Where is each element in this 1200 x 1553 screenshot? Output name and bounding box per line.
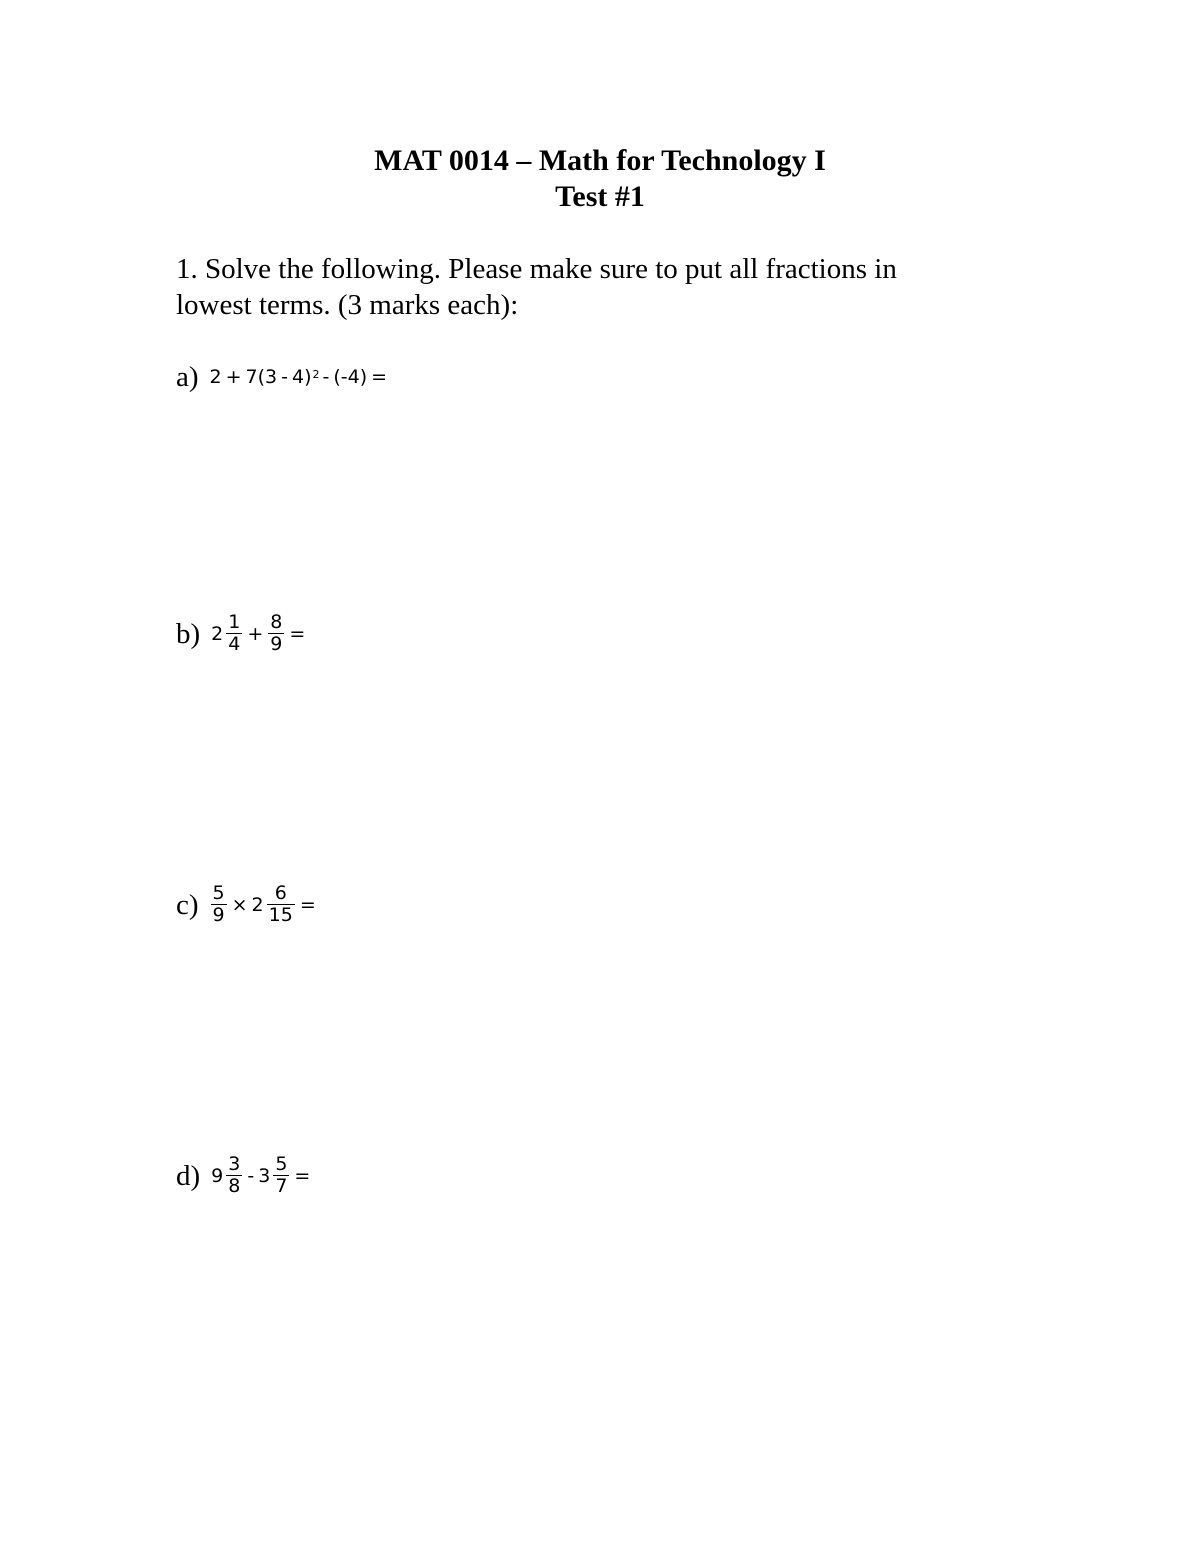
- denominator: 7: [275, 1175, 288, 1197]
- test-number: Test #1: [555, 180, 645, 213]
- denominator: 9: [212, 904, 225, 926]
- fraction: [226, 1154, 242, 1197]
- numerator: 5: [212, 882, 225, 904]
- problem-c-label: c): [176, 888, 199, 921]
- exponent: 2: [312, 367, 320, 381]
- problem-c: [176, 883, 319, 926]
- term: 7(3: [245, 366, 278, 388]
- problem-c-expression: [209, 883, 319, 926]
- equals-sign: =: [299, 893, 316, 916]
- whole-number: 3: [258, 1164, 271, 1187]
- equals-sign: =: [294, 1164, 311, 1187]
- term: 2: [209, 366, 222, 388]
- equals-sign: =: [289, 622, 306, 645]
- numerator: 8: [270, 611, 283, 633]
- denominator: 15: [268, 904, 293, 926]
- operator-plus: +: [225, 366, 242, 388]
- numerator: 5: [275, 1153, 288, 1175]
- equals-sign: =: [371, 366, 388, 388]
- term: 4): [292, 366, 312, 388]
- operator-times: ×: [231, 893, 248, 916]
- whole-number: 2: [211, 622, 224, 645]
- numerator: 1: [228, 611, 241, 633]
- whole-number: 2: [251, 893, 264, 916]
- fraction: [268, 612, 284, 655]
- numerator: 3: [228, 1153, 241, 1175]
- problem-d-expression: [210, 1154, 313, 1197]
- operator-minus: -: [281, 366, 288, 388]
- question-1-instruction-line-1: 1. Solve the following. Please make sure to put all fractions in: [176, 253, 897, 285]
- term: (-4): [333, 366, 368, 388]
- problem-a-expression: [209, 366, 391, 388]
- problem-a: [176, 359, 390, 395]
- fraction: [226, 612, 242, 655]
- problem-b: [176, 612, 308, 655]
- problem-a-label: a): [176, 361, 199, 393]
- problem-d-label: d): [176, 1159, 201, 1192]
- denominator: 8: [228, 1175, 241, 1197]
- denominator: 9: [270, 633, 283, 655]
- fraction: [273, 1154, 289, 1197]
- problem-b-expression: [210, 612, 308, 655]
- operator-minus: -: [322, 366, 330, 388]
- question-1-instruction-line-2: lowest terms. (3 marks each):: [176, 289, 519, 321]
- whole-number: 9: [211, 1164, 224, 1187]
- operator-minus: -: [247, 1164, 255, 1187]
- problem-d: [176, 1154, 313, 1197]
- fraction: [267, 883, 295, 926]
- problem-b-label: b): [176, 617, 201, 650]
- numerator: 6: [274, 882, 287, 904]
- denominator: 4: [228, 633, 241, 655]
- operator-plus: +: [247, 622, 264, 645]
- page-title: MAT 0014 – Math for Technology I: [374, 144, 826, 177]
- fraction: [211, 883, 227, 926]
